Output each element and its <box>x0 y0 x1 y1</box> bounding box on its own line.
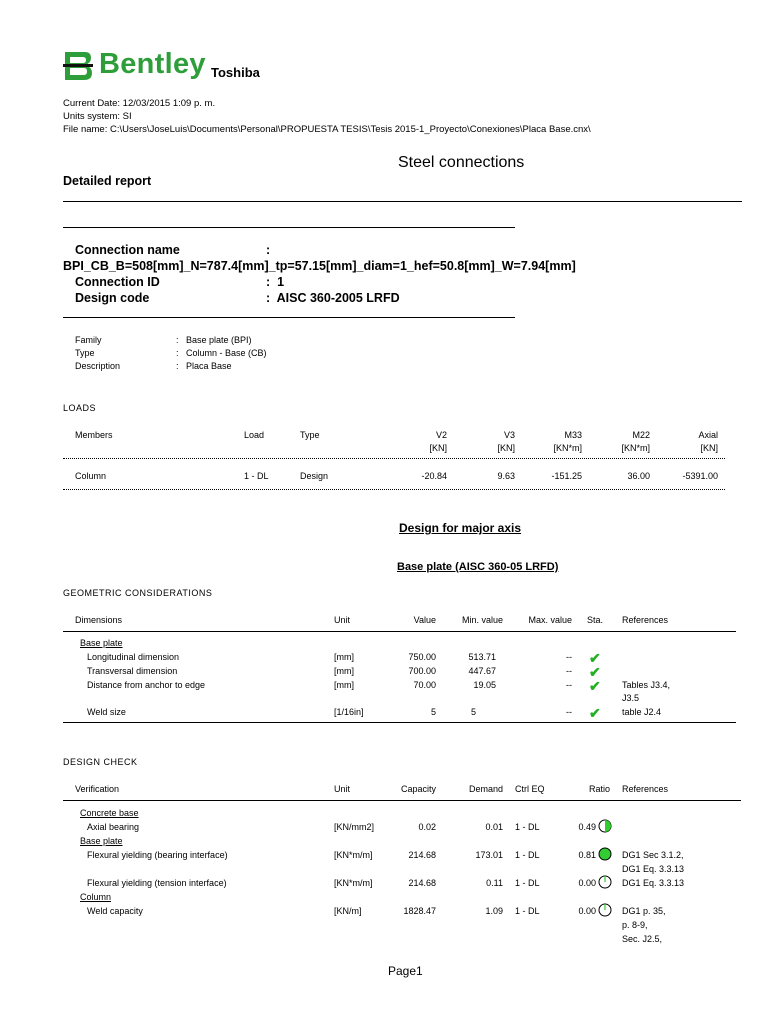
geo-header-dimensions: Dimensions <box>75 615 123 625</box>
chk-row-ref: DG1 Sec 3.1.2, <box>622 850 684 860</box>
chk-row-unit: [KN*m/m] <box>334 850 373 860</box>
chk-row-demand: 173.01 <box>475 850 503 860</box>
chk-row-unit: [KN*m/m] <box>334 878 373 888</box>
design-code-label: Design code <box>75 291 150 305</box>
report-subtitle: Detailed report <box>63 174 152 188</box>
chk-row-ctrl: 1 - DL <box>515 850 540 860</box>
chk-row-name: Axial bearing <box>87 822 140 832</box>
chk-row-ratio: 0.49 <box>578 822 596 832</box>
geo-row-max: -- <box>566 680 572 690</box>
geo-row-ref-cont: J3.5 <box>622 693 640 703</box>
geo-row-value: 700.00 <box>408 666 436 676</box>
loads-header-load: Load <box>244 430 265 440</box>
geo-row-max: -- <box>566 666 572 676</box>
loads-header-axial-unit: [KN] <box>700 443 718 453</box>
loads-header-v2-unit: [KN] <box>429 443 447 453</box>
loads-header-m22: M22 <box>632 430 650 440</box>
geo-header-unit: Unit <box>334 615 351 625</box>
chk-row-ratio: 0.00 <box>578 878 596 888</box>
ratio-empty-icon <box>598 875 612 889</box>
geo-row-ref: table J2.4 <box>622 707 662 717</box>
chk-row-unit: [KN/mm2] <box>334 822 375 832</box>
chk-header-refs: References <box>622 784 669 794</box>
design-code-value: : AISC 360-2005 LRFD <box>266 291 400 305</box>
loads-row-m33: -151.25 <box>551 471 582 481</box>
geo-row-max: -- <box>566 652 572 662</box>
design-major-axis-title: Design for major axis <box>399 521 522 535</box>
current-date: Current Date: 12/03/2015 1:09 p. m. <box>63 98 216 109</box>
divider <box>63 317 515 318</box>
file-name: File name: C:\Users\JoseLuis\Documents\Personal\PROPUESTA TESIS\Tesis 2015-1_Proyecto\Conexiones\Placa Base.cnx\ <box>63 124 591 135</box>
ratio-full-icon <box>598 847 612 861</box>
loads-header-m33-unit: [KN*m] <box>553 443 582 453</box>
chk-row-ratio: 0.00 <box>578 906 596 916</box>
geo-row-unit: [mm] <box>334 680 354 690</box>
info-description-value: : Placa Base <box>176 361 232 371</box>
divider <box>63 489 725 490</box>
geo-row-min: 19.05 <box>473 680 496 690</box>
ratio-half-icon <box>598 819 612 833</box>
info-family-label: Family <box>75 335 102 345</box>
loads-header-type: Type <box>300 430 320 440</box>
check-icon: ✔ <box>589 678 601 694</box>
geo-row-value: 750.00 <box>408 652 436 662</box>
chk-group-base-plate: Base plate <box>80 836 123 846</box>
geo-row-value: 70.00 <box>413 680 436 690</box>
chk-row-ctrl: 1 - DL <box>515 906 540 916</box>
loads-header-m33: M33 <box>564 430 582 440</box>
divider <box>63 201 742 202</box>
chk-row-ref-cont: Sec. J2.5, <box>622 934 663 944</box>
chk-row-name: Weld capacity <box>87 906 143 916</box>
geometric-section-title: GEOMETRIC CONSIDERATIONS <box>63 588 213 598</box>
loads-row-v3: 9.63 <box>497 471 515 481</box>
divider <box>63 722 736 723</box>
chk-row-name: Flexural yielding (tension interface) <box>87 878 227 888</box>
chk-row-capacity: 0.02 <box>418 822 436 832</box>
chk-row-ref-cont: p. 8-9, <box>622 920 648 930</box>
chk-row-demand: 0.01 <box>485 822 503 832</box>
geo-row-value: 5 <box>430 707 436 717</box>
geo-row-max: -- <box>566 707 572 717</box>
chk-group-column: Column <box>80 892 112 902</box>
geo-group-base-plate: Base plate <box>80 638 123 648</box>
chk-row-demand: 0.11 <box>486 878 503 888</box>
loads-row-load: 1 - DL <box>244 471 269 481</box>
check-icon: ✔ <box>589 705 601 721</box>
connection-name-value: BPI_CB_B=508[mm]_N=787.4[mm]_tp=57.15[mm]_diam=1_hef=50.8[mm]_W=7.94[mm] <box>63 259 576 273</box>
chk-header-verification: Verification <box>75 784 120 794</box>
chk-row-ref: DG1 Eq. 3.3.13 <box>622 878 685 888</box>
loads-header-v2: V2 <box>435 430 447 440</box>
divider <box>63 458 725 459</box>
bentley-logo <box>63 50 283 86</box>
geo-row-unit: [mm] <box>334 666 354 676</box>
chk-row-capacity: 214.68 <box>408 850 436 860</box>
loads-row-axial: -5391.00 <box>682 471 718 481</box>
geo-row-name: Weld size <box>87 707 126 717</box>
connection-name-sep: : <box>266 243 271 257</box>
info-family-value: : Base plate (BPI) <box>176 335 252 345</box>
info-type-value: : Column - Base (CB) <box>176 348 267 358</box>
geo-row-name: Longitudinal dimension <box>87 652 180 662</box>
chk-header-demand: Demand <box>468 784 503 794</box>
divider <box>63 631 736 632</box>
ratio-empty-icon <box>598 903 612 917</box>
geo-row-name: Distance from anchor to edge <box>87 680 206 690</box>
geo-row-unit: [mm] <box>334 652 354 662</box>
chk-row-ratio: 0.81 <box>578 850 596 860</box>
chk-row-ref: DG1 p. 35, <box>622 906 666 916</box>
loads-header-m22-unit: [KN*m] <box>621 443 650 453</box>
geo-row-min: 5 <box>470 707 476 717</box>
chk-row-name: Flexural yielding (bearing interface) <box>87 850 228 860</box>
connection-id-value: : 1 <box>266 275 285 289</box>
check-icon: ✔ <box>589 650 601 666</box>
loads-row-m22: 36.00 <box>627 471 650 481</box>
chk-row-demand: 1.09 <box>485 906 503 916</box>
geo-header-sta: Sta. <box>587 615 604 625</box>
info-type-label: Type <box>75 348 95 358</box>
check-section-title: DESIGN CHECK <box>63 757 138 767</box>
base-plate-title: Base plate (AISC 360-05 LRFD) <box>397 561 559 573</box>
geo-row-ref: Tables J3.4, <box>622 680 671 690</box>
geo-header-value: Value <box>413 615 436 625</box>
loads-row-v2: -20.84 <box>421 471 447 481</box>
geo-row-unit: [1/16in] <box>334 707 364 717</box>
connection-id-label: Connection ID <box>75 275 160 289</box>
geo-header-max: Max. value <box>528 615 572 625</box>
divider <box>63 800 741 801</box>
chk-header-capacity: Capacity <box>400 784 436 794</box>
divider <box>63 227 515 228</box>
report-title: Steel connections <box>398 154 525 171</box>
geo-header-refs: References <box>622 615 669 625</box>
chk-group-concrete-base: Concrete base <box>80 808 139 818</box>
loads-section-title: LOADS <box>63 403 97 413</box>
chk-row-ctrl: 1 - DL <box>515 822 540 832</box>
chk-row-capacity: 1828.47 <box>403 906 436 916</box>
chk-header-unit: Unit <box>334 784 351 794</box>
loads-row-type: Design <box>300 471 329 481</box>
bentley-b-icon <box>63 50 93 82</box>
loads-header-members: Members <box>75 430 113 440</box>
brand-sub: Toshiba <box>211 65 260 80</box>
units-system: Units system: SI <box>63 111 132 122</box>
loads-row-members: Column <box>75 471 107 481</box>
info-description-label: Description <box>75 361 121 371</box>
connection-name-label: Connection name <box>75 243 180 257</box>
geo-row-name: Transversal dimension <box>87 666 178 676</box>
chk-row-capacity: 214.68 <box>408 878 436 888</box>
loads-header-v3: V3 <box>503 430 515 440</box>
chk-header-ctrl: Ctrl EQ <box>515 784 545 794</box>
brand-name: Bentley <box>99 48 206 80</box>
chk-row-ctrl: 1 - DL <box>515 878 540 888</box>
chk-row-unit: [KN/m] <box>334 906 362 916</box>
loads-header-v3-unit: [KN] <box>497 443 515 453</box>
geo-row-min: 513.71 <box>468 652 496 662</box>
check-icon: ✔ <box>589 664 601 680</box>
page-number: Page1 <box>388 964 423 978</box>
geo-header-min: Min. value <box>461 615 503 625</box>
loads-header-axial: Axial <box>698 430 718 440</box>
chk-row-ref-cont: DG1 Eq. 3.3.13 <box>622 864 685 874</box>
chk-header-ratio: Ratio <box>588 784 610 794</box>
geo-row-min: 447.67 <box>468 666 496 676</box>
